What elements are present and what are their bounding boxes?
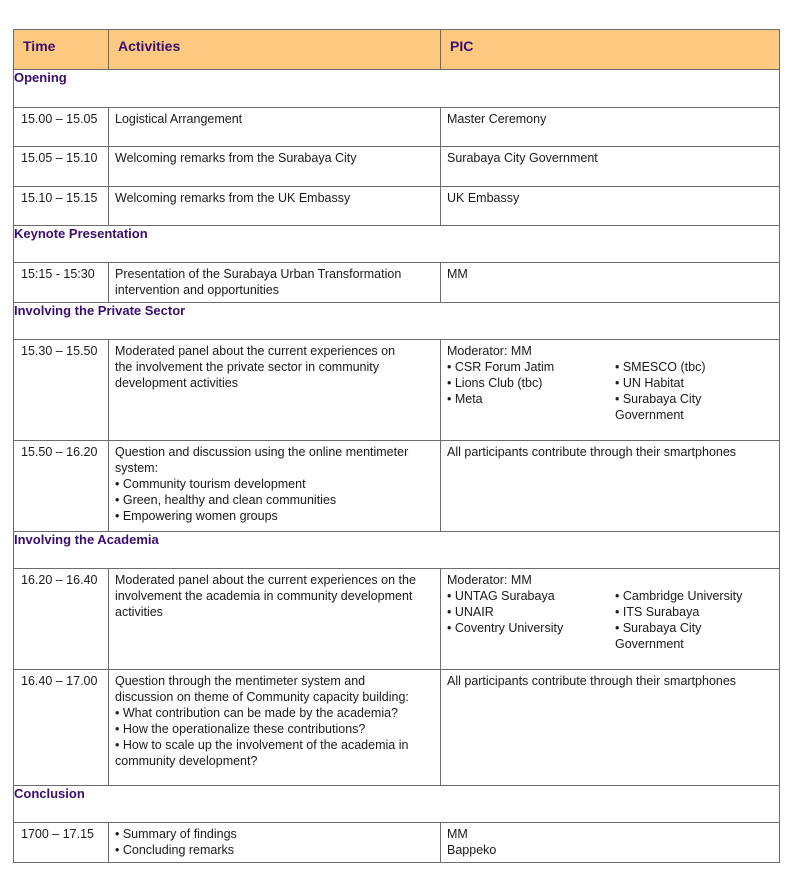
section-title-opening: Opening: [14, 70, 780, 108]
panelist-item: • Cambridge University: [615, 589, 743, 603]
activity-line: • Green, healthy and clean communities: [115, 493, 337, 507]
section-row-conclusion: [14, 786, 780, 823]
activity-line: Moderated panel about the current experiences on the: [115, 573, 416, 587]
pic-cell: MM: [441, 263, 780, 303]
pic-cell: Surabaya City Government: [441, 147, 780, 187]
activity-line: discussion on theme of Community capacity building:: [115, 690, 409, 704]
panelist-item: • SMESCO (tbc): [615, 360, 706, 374]
activity-line: Presentation of the Surabaya Urban Transformation: [115, 267, 402, 281]
agenda-table: [13, 29, 780, 863]
activity-line: • Empowering women groups: [115, 509, 278, 523]
section-row-academia: [14, 532, 780, 569]
section-title-private: Involving the Private Sector: [14, 303, 780, 340]
activity-line: Moderated panel about the current experiences on: [115, 344, 396, 358]
table-row: [14, 108, 780, 147]
activity-cell: [109, 441, 441, 532]
pic-cell: All participants contribute through their smartphones: [441, 670, 780, 786]
time-cell: 16.20 – 16.40: [14, 569, 109, 670]
activity-line: Question through the mentimeter system and: [115, 674, 366, 688]
pic-cell: All participants contribute through their smartphones: [441, 441, 780, 532]
time-cell: 15.10 – 15.15: [14, 187, 109, 226]
header-time: Time: [14, 30, 109, 70]
panelist-item: • UNAIR: [447, 605, 494, 619]
pic-cell: Master Ceremony: [441, 108, 780, 147]
panelist-item: • UNTAG Surabaya: [447, 589, 555, 603]
activity-line: Question and discussion using the online mentimeter: [115, 445, 409, 459]
pic-cell: UK Embassy: [441, 187, 780, 226]
header-activities: Activities: [109, 30, 441, 70]
section-row-keynote: [14, 226, 780, 263]
activity-line: • Community tourism development: [115, 477, 306, 491]
activity-line: • How to scale up the involvement of the academia in: [115, 738, 409, 752]
activity-cell: [109, 569, 441, 670]
table-row: [14, 569, 780, 670]
table-row: [14, 441, 780, 532]
pic-line: MM: [447, 827, 468, 841]
section-title-conclusion: Conclusion: [14, 786, 780, 823]
section-row-private: [14, 303, 780, 340]
panelist-item: • CSR Forum Jatim: [447, 360, 555, 374]
section-row-opening: [14, 70, 780, 108]
table-row: [14, 263, 780, 303]
panelist-column: [615, 588, 775, 652]
activity-line: development activities: [115, 376, 238, 390]
time-cell: 15.50 – 16.20: [14, 441, 109, 532]
moderator-label: Moderator: MM: [447, 344, 532, 358]
time-cell: 15.30 – 15.50: [14, 340, 109, 441]
activity-line: community development?: [115, 754, 258, 768]
table-row: [14, 340, 780, 441]
panelist-item: • ITS Surabaya: [615, 605, 700, 619]
header-pic: PIC: [441, 30, 780, 70]
header-row: [14, 30, 780, 70]
table-row: [14, 670, 780, 786]
activity-line: intervention and opportunities: [115, 283, 280, 297]
section-title-academia: Involving the Academia: [14, 532, 780, 569]
panelist-item: • Surabaya City: [615, 392, 702, 406]
activity-line: • Concluding remarks: [115, 843, 235, 857]
section-title-keynote: Keynote Presentation: [14, 226, 780, 263]
activity-line: • Summary of findings: [115, 827, 237, 841]
panelist-column: [615, 359, 775, 423]
panelist-columns: [447, 588, 775, 652]
table-row: [14, 823, 780, 863]
time-cell: 15.05 – 15.10: [14, 147, 109, 187]
activity-cell: [109, 263, 441, 303]
pic-cell: [441, 569, 780, 670]
activity-cell: [109, 823, 441, 863]
panelist-item: • Lions Club (tbc): [447, 376, 543, 390]
panelist-columns: [447, 359, 775, 423]
activity-line: the involvement the private sector in community: [115, 360, 380, 374]
time-cell: 15.00 – 15.05: [14, 108, 109, 147]
pic-cell: [441, 340, 780, 441]
activity-cell: Welcoming remarks from the Surabaya City: [109, 147, 441, 187]
panelist-item: • Coventry University: [447, 621, 564, 635]
pic-cell: [441, 823, 780, 863]
panelist-column: [447, 588, 615, 652]
activity-line: system:: [115, 461, 159, 475]
table-row: [14, 147, 780, 187]
panelist-item: Government: [615, 637, 684, 651]
panelist-item: Government: [615, 408, 684, 422]
activity-line: involvement the academia in community development: [115, 589, 413, 603]
time-cell: 1700 – 17.15: [14, 823, 109, 863]
activity-cell: Logistical Arrangement: [109, 108, 441, 147]
panelist-item: • Meta: [447, 392, 483, 406]
moderator-label: Moderator: MM: [447, 573, 532, 587]
pic-line: Bappeko: [447, 843, 497, 857]
activity-line: activities: [115, 605, 163, 619]
activity-cell: Welcoming remarks from the UK Embassy: [109, 187, 441, 226]
activity-line: • What contribution can be made by the academia?: [115, 706, 399, 720]
time-cell: 15:15 - 15:30: [14, 263, 109, 303]
activity-line: • How the operationalize these contributions?: [115, 722, 366, 736]
activity-cell: [109, 670, 441, 786]
panelist-column: [447, 359, 615, 423]
table-row: [14, 187, 780, 226]
panelist-item: • Surabaya City: [615, 621, 702, 635]
panelist-item: • UN Habitat: [615, 376, 684, 390]
time-cell: 16.40 – 17.00: [14, 670, 109, 786]
activity-cell: [109, 340, 441, 441]
